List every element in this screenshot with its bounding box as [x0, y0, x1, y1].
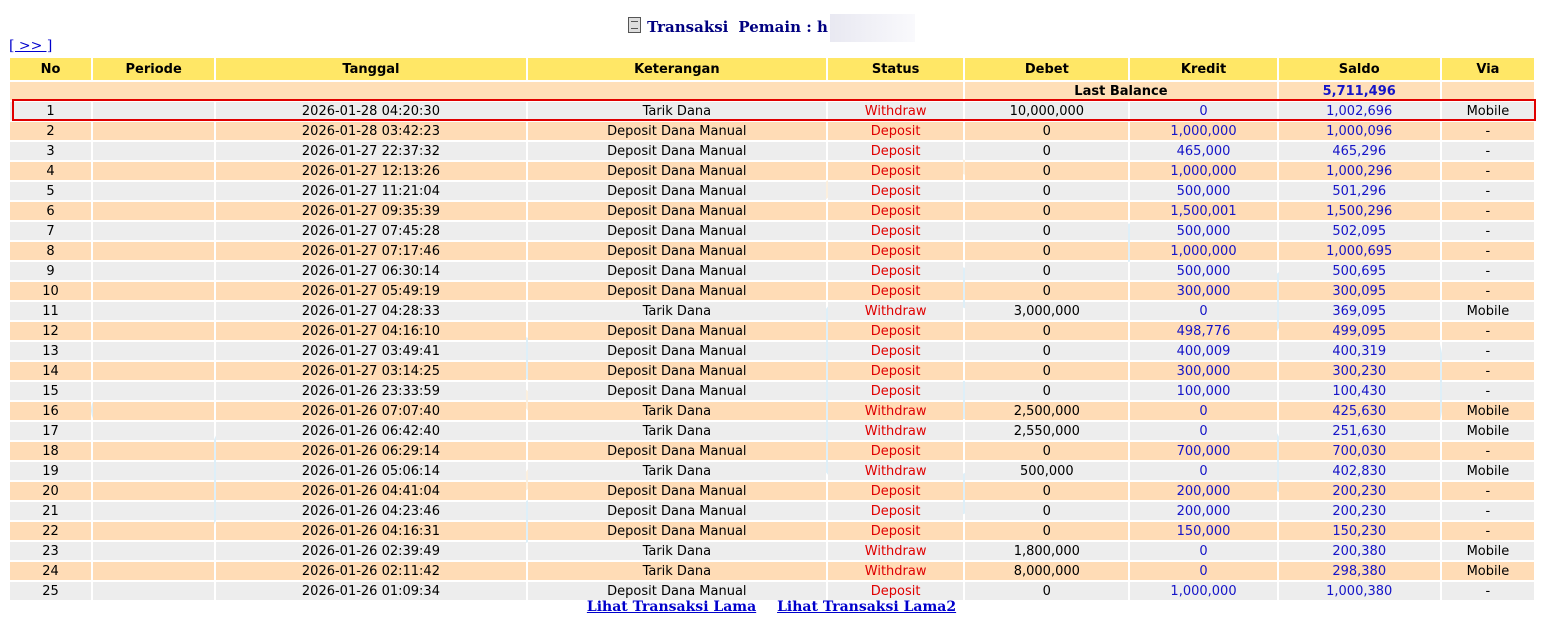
cell-no: 8	[10, 242, 91, 262]
cell-no: 18	[10, 442, 91, 462]
cell-keterangan: Deposit Dana Manual	[528, 482, 826, 502]
cell-saldo: 400,319	[1279, 342, 1440, 362]
table-row	[10, 222, 1534, 242]
table-row	[10, 262, 1534, 282]
cell-periode	[93, 402, 214, 422]
header-pemain-label: Pemain : h	[738, 18, 828, 36]
cell-periode	[93, 422, 214, 442]
cell-keterangan: Deposit Dana Manual	[528, 522, 826, 542]
cell-periode	[93, 122, 214, 142]
cell-status: Deposit	[828, 162, 963, 182]
cell-via: -	[1442, 162, 1534, 182]
cell-keterangan: Deposit Dana Manual	[528, 242, 826, 262]
cell-tanggal: 2026-01-27 09:35:39	[216, 202, 525, 222]
cell-kredit: 1,000,000	[1130, 162, 1276, 182]
cell-keterangan: Tarik Dana	[528, 462, 826, 482]
cell-debet: 10,000,000	[965, 102, 1128, 122]
cell-status: Deposit	[828, 322, 963, 342]
cell-saldo: 1,000,695	[1279, 242, 1440, 262]
cell-debet: 2,500,000	[965, 402, 1128, 422]
cell-no: 14	[10, 362, 91, 382]
cell-no: 4	[10, 162, 91, 182]
cell-no: 19	[10, 462, 91, 482]
cell-via: -	[1442, 362, 1534, 382]
cell-periode	[93, 142, 214, 162]
cell-via: Mobile	[1442, 302, 1534, 322]
transaction-table	[8, 58, 1536, 602]
cell-debet: 1,800,000	[965, 542, 1128, 562]
cell-saldo: 300,230	[1279, 362, 1440, 382]
cell-periode	[93, 382, 214, 402]
table-row	[10, 142, 1534, 162]
header-transaksi-label: Transaksi	[647, 18, 729, 36]
cell-no: 15	[10, 382, 91, 402]
cell-saldo: 1,000,296	[1279, 162, 1440, 182]
cell-debet: 0	[965, 282, 1128, 302]
cell-periode	[93, 522, 214, 542]
cell-status: Withdraw	[828, 542, 963, 562]
cell-no: 23	[10, 542, 91, 562]
cell-debet: 3,000,000	[965, 302, 1128, 322]
table-row	[10, 442, 1534, 462]
cell-keterangan: Tarik Dana	[528, 542, 826, 562]
table-row	[10, 242, 1534, 262]
cell-kredit: 200,000	[1130, 502, 1276, 522]
cell-tanggal: 2026-01-26 04:23:46	[216, 502, 525, 522]
cell-status: Withdraw	[828, 102, 963, 122]
cell-keterangan: Deposit Dana Manual	[528, 142, 826, 162]
col-header-via: Via	[1442, 58, 1534, 82]
cell-no: 6	[10, 202, 91, 222]
cell-debet: 0	[965, 362, 1128, 382]
cell-debet: 0	[965, 322, 1128, 342]
table-header-row	[10, 58, 1534, 82]
cell-tanggal: 2026-01-26 04:16:31	[216, 522, 525, 542]
cell-via: Mobile	[1442, 462, 1534, 482]
cell-periode	[93, 202, 214, 222]
cell-kredit: 300,000	[1130, 282, 1276, 302]
cell-periode	[93, 462, 214, 482]
col-header-debet: Debet	[965, 58, 1128, 82]
cell-status: Deposit	[828, 342, 963, 362]
cell-saldo: 251,630	[1279, 422, 1440, 442]
col-header-status: Status	[828, 58, 963, 82]
cell-debet: 8,000,000	[965, 562, 1128, 582]
cell-keterangan: Tarik Dana	[528, 402, 826, 422]
cell-via: -	[1442, 222, 1534, 242]
cell-tanggal: 2026-01-27 05:49:19	[216, 282, 525, 302]
cell-tanggal: 2026-01-26 06:29:14	[216, 442, 525, 462]
cell-keterangan: Deposit Dana Manual	[528, 282, 826, 302]
cell-tanggal: 2026-01-27 06:30:14	[216, 262, 525, 282]
cell-debet: 0	[965, 122, 1128, 142]
cell-status: Deposit	[828, 482, 963, 502]
cell-kredit: 100,000	[1130, 382, 1276, 402]
cell-saldo: 501,296	[1279, 182, 1440, 202]
cell-no: 5	[10, 182, 91, 202]
cell-periode	[93, 102, 214, 122]
table-row	[10, 502, 1534, 522]
cell-kredit: 500,000	[1130, 262, 1276, 282]
cell-kredit: 1,000,000	[1130, 582, 1276, 602]
table-row	[10, 102, 1534, 122]
cell-keterangan: Deposit Dana Manual	[528, 182, 826, 202]
cell-periode	[93, 342, 214, 362]
cell-saldo: 425,630	[1279, 402, 1440, 422]
cell-periode	[93, 482, 214, 502]
cell-status: Withdraw	[828, 562, 963, 582]
cell-periode	[93, 362, 214, 382]
cell-debet: 0	[965, 482, 1128, 502]
cell-via: -	[1442, 342, 1534, 362]
cell-saldo: 499,095	[1279, 322, 1440, 342]
old-transactions-link[interactable]: Lihat Transaksi Lama	[586, 599, 757, 615]
cell-debet: 0	[965, 142, 1128, 162]
cell-debet: 0	[965, 382, 1128, 402]
cell-keterangan: Tarik Dana	[528, 302, 826, 322]
cell-periode	[93, 222, 214, 242]
cell-kredit: 400,009	[1130, 342, 1276, 362]
cell-tanggal: 2026-01-27 03:49:41	[216, 342, 525, 362]
cell-periode	[93, 502, 214, 522]
cell-no: 9	[10, 262, 91, 282]
cell-periode	[93, 162, 214, 182]
cell-no: 12	[10, 322, 91, 342]
cell-tanggal: 2026-01-27 22:37:32	[216, 142, 525, 162]
table-row	[10, 182, 1534, 202]
table-row	[10, 162, 1534, 182]
cell-no: 10	[10, 282, 91, 302]
cell-keterangan: Deposit Dana Manual	[528, 502, 826, 522]
table-row	[10, 322, 1534, 342]
table-row	[10, 362, 1534, 382]
cell-periode	[93, 562, 214, 582]
cell-status: Deposit	[828, 362, 963, 382]
cell-periode	[93, 282, 214, 302]
table-row	[10, 462, 1534, 482]
cell-keterangan: Deposit Dana Manual	[528, 322, 826, 342]
cell-kredit: 1,000,000	[1130, 122, 1276, 142]
cell-tanggal: 2026-01-26 07:07:40	[216, 402, 525, 422]
cell-kredit: 0	[1130, 562, 1276, 582]
cell-kredit: 200,000	[1130, 482, 1276, 502]
cell-keterangan: Deposit Dana Manual	[528, 262, 826, 282]
cell-no: 13	[10, 342, 91, 362]
cell-status: Deposit	[828, 502, 963, 522]
cell-status: Deposit	[828, 202, 963, 222]
cell-status: Deposit	[828, 282, 963, 302]
cell-debet: 0	[965, 442, 1128, 462]
table-row	[10, 522, 1534, 542]
col-header-periode: Periode	[93, 58, 214, 82]
cell-status: Deposit	[828, 242, 963, 262]
cell-periode	[93, 322, 214, 342]
cell-status: Deposit	[828, 382, 963, 402]
cell-tanggal: 2026-01-27 03:14:25	[216, 362, 525, 382]
cell-status: Withdraw	[828, 402, 963, 422]
cell-saldo: 465,296	[1279, 142, 1440, 162]
cell-keterangan: Deposit Dana Manual	[528, 442, 826, 462]
cell-kredit: 465,000	[1130, 142, 1276, 162]
cell-debet: 0	[965, 262, 1128, 282]
col-header-tanggal: Tanggal	[216, 58, 525, 82]
cell-periode	[93, 542, 214, 562]
cell-status: Deposit	[828, 442, 963, 462]
cell-periode	[93, 182, 214, 202]
cell-status: Withdraw	[828, 462, 963, 482]
cell-debet: 0	[965, 342, 1128, 362]
cell-kredit: 498,776	[1130, 322, 1276, 342]
cell-kredit: 500,000	[1130, 222, 1276, 242]
cell-saldo: 200,230	[1279, 502, 1440, 522]
cell-kredit: 300,000	[1130, 362, 1276, 382]
cell-via: -	[1442, 582, 1534, 602]
cell-kredit: 0	[1130, 542, 1276, 562]
col-header-kredit: Kredit	[1130, 58, 1276, 82]
cell-kredit: 0	[1130, 402, 1276, 422]
cell-debet: 0	[965, 502, 1128, 522]
cell-saldo: 402,830	[1279, 462, 1440, 482]
cell-tanggal: 2026-01-26 01:09:34	[216, 582, 525, 602]
cell-status: Withdraw	[828, 302, 963, 322]
cell-periode	[93, 262, 214, 282]
cell-tanggal: 2026-01-28 03:42:23	[216, 122, 525, 142]
cell-via: Mobile	[1442, 542, 1534, 562]
cell-keterangan: Tarik Dana	[528, 562, 826, 582]
cell-status: Deposit	[828, 122, 963, 142]
cell-status: Deposit	[828, 142, 963, 162]
document-icon	[628, 17, 641, 33]
table-row	[10, 342, 1534, 362]
cell-via: -	[1442, 182, 1534, 202]
cell-no: 17	[10, 422, 91, 442]
cell-keterangan: Tarik Dana	[528, 102, 826, 122]
cell-via: -	[1442, 282, 1534, 302]
cell-no: 25	[10, 582, 91, 602]
cell-kredit: 1,500,001	[1130, 202, 1276, 222]
cell-debet: 0	[965, 182, 1128, 202]
cell-debet: 0	[965, 582, 1128, 602]
cell-via: Mobile	[1442, 562, 1534, 582]
cell-status: Deposit	[828, 522, 963, 542]
cell-saldo: 300,095	[1279, 282, 1440, 302]
cell-keterangan: Deposit Dana Manual	[528, 582, 826, 602]
cell-tanggal: 2026-01-27 07:17:46	[216, 242, 525, 262]
cell-kredit: 0	[1130, 102, 1276, 122]
last-balance-value: 5,711,496	[1279, 82, 1440, 102]
cell-keterangan: Deposit Dana Manual	[528, 342, 826, 362]
cell-tanggal: 2026-01-27 07:45:28	[216, 222, 525, 242]
table-row	[10, 422, 1534, 442]
cell-debet: 500,000	[965, 462, 1128, 482]
cell-saldo: 150,230	[1279, 522, 1440, 542]
cell-no: 11	[10, 302, 91, 322]
col-header-keterangan: Keterangan	[528, 58, 826, 82]
page-header	[0, 14, 1543, 42]
cell-no: 20	[10, 482, 91, 502]
cell-keterangan: Deposit Dana Manual	[528, 222, 826, 242]
cell-keterangan: Deposit Dana Manual	[528, 382, 826, 402]
cell-kredit: 0	[1130, 422, 1276, 442]
cell-no: 21	[10, 502, 91, 522]
cell-tanggal: 2026-01-27 11:21:04	[216, 182, 525, 202]
cell-kredit: 700,000	[1130, 442, 1276, 462]
table-row	[10, 402, 1534, 422]
cell-kredit: 1,000,000	[1130, 242, 1276, 262]
table-row	[10, 122, 1534, 142]
cell-kredit: 500,000	[1130, 182, 1276, 202]
cell-tanggal: 2026-01-27 12:13:26	[216, 162, 525, 182]
cell-saldo: 200,230	[1279, 482, 1440, 502]
table-row	[10, 562, 1534, 582]
cell-tanggal: 2026-01-28 04:20:30	[216, 102, 525, 122]
cell-keterangan: Deposit Dana Manual	[528, 162, 826, 182]
cell-saldo: 502,095	[1279, 222, 1440, 242]
cell-tanggal: 2026-01-27 04:28:33	[216, 302, 525, 322]
cell-keterangan: Tarik Dana	[528, 422, 826, 442]
cell-no: 3	[10, 142, 91, 162]
table-row	[10, 482, 1534, 502]
col-header-no: No	[10, 58, 91, 82]
cell-via: -	[1442, 522, 1534, 542]
cell-periode	[93, 242, 214, 262]
cell-no: 24	[10, 562, 91, 582]
cell-kredit: 0	[1130, 462, 1276, 482]
cell-via: -	[1442, 142, 1534, 162]
cell-status: Deposit	[828, 222, 963, 242]
cell-via: -	[1442, 262, 1534, 282]
cell-via: Mobile	[1442, 102, 1534, 122]
cell-saldo: 1,002,696	[1279, 102, 1440, 122]
cell-tanggal: 2026-01-26 02:39:49	[216, 542, 525, 562]
table-row	[10, 382, 1534, 402]
cell-debet: 0	[965, 222, 1128, 242]
cell-tanggal: 2026-01-27 04:16:10	[216, 322, 525, 342]
cell-via: -	[1442, 482, 1534, 502]
cell-debet: 0	[965, 242, 1128, 262]
cell-no: 2	[10, 122, 91, 142]
cell-debet: 0	[965, 202, 1128, 222]
cell-saldo: 700,030	[1279, 442, 1440, 462]
cell-tanggal: 2026-01-26 23:33:59	[216, 382, 525, 402]
cell-via: -	[1442, 122, 1534, 142]
cell-via: -	[1442, 382, 1534, 402]
cell-no: 16	[10, 402, 91, 422]
cell-via: -	[1442, 202, 1534, 222]
cell-saldo: 100,430	[1279, 382, 1440, 402]
cell-debet: 2,550,000	[965, 422, 1128, 442]
cell-no: 1	[10, 102, 91, 122]
cell-debet: 0	[965, 162, 1128, 182]
cell-saldo: 1,500,296	[1279, 202, 1440, 222]
cell-periode	[93, 302, 214, 322]
footer-links	[0, 599, 1543, 615]
cell-via: -	[1442, 322, 1534, 342]
cell-saldo: 500,695	[1279, 262, 1440, 282]
last-balance-row	[10, 82, 1534, 102]
table-row	[10, 542, 1534, 562]
table-row	[10, 302, 1534, 322]
cell-via: -	[1442, 442, 1534, 462]
cell-saldo: 1,000,380	[1279, 582, 1440, 602]
cell-via: -	[1442, 242, 1534, 262]
col-header-saldo: Saldo	[1279, 58, 1440, 82]
cell-keterangan: Deposit Dana Manual	[528, 362, 826, 382]
cell-saldo: 298,380	[1279, 562, 1440, 582]
cell-via: -	[1442, 502, 1534, 522]
cell-saldo: 200,380	[1279, 542, 1440, 562]
table-row	[10, 202, 1534, 222]
cell-status: Withdraw	[828, 422, 963, 442]
cell-keterangan: Deposit Dana Manual	[528, 122, 826, 142]
redacted-player-name	[830, 14, 915, 42]
old-transactions-link-2[interactable]: Lihat Transaksi Lama2	[777, 599, 957, 615]
cell-no: 7	[10, 222, 91, 242]
cell-tanggal: 2026-01-26 06:42:40	[216, 422, 525, 442]
cell-keterangan: Deposit Dana Manual	[528, 202, 826, 222]
cell-periode	[93, 442, 214, 462]
cell-status: Deposit	[828, 182, 963, 202]
table-row	[10, 282, 1534, 302]
last-balance-label: Last Balance	[965, 82, 1276, 102]
next-page-link[interactable]: [ >> ]	[9, 38, 53, 54]
cell-tanggal: 2026-01-26 04:41:04	[216, 482, 525, 502]
cell-no: 22	[10, 522, 91, 542]
cell-status: Deposit	[828, 262, 963, 282]
cell-via: Mobile	[1442, 402, 1534, 422]
cell-via: Mobile	[1442, 422, 1534, 442]
cell-status: Deposit	[828, 582, 963, 602]
cell-tanggal: 2026-01-26 05:06:14	[216, 462, 525, 482]
cell-tanggal: 2026-01-26 02:11:42	[216, 562, 525, 582]
cell-saldo: 1,000,096	[1279, 122, 1440, 142]
cell-kredit: 150,000	[1130, 522, 1276, 542]
cell-debet: 0	[965, 522, 1128, 542]
cell-saldo: 369,095	[1279, 302, 1440, 322]
cell-kredit: 0	[1130, 302, 1276, 322]
